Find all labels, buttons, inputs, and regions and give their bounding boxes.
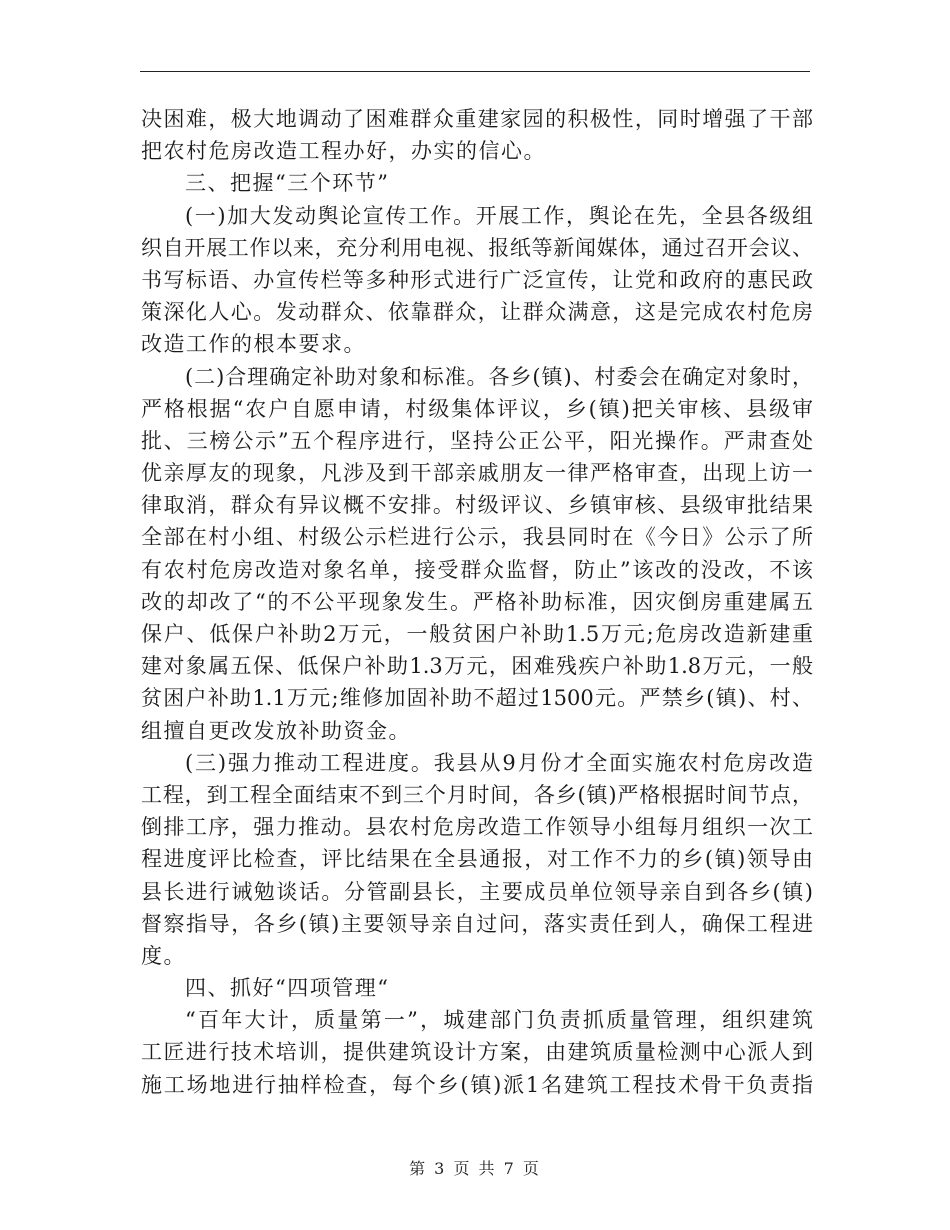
- text-line: (一)加大发动舆论宣传工作。开展工作，舆论在先，全县各级组: [185, 203, 813, 228]
- header-rule: [140, 71, 810, 72]
- text-line: 律取消，群众有异议概不安排。村级评议、乡镇审核、县级审批结果: [141, 493, 813, 518]
- text-line: (二)合理确定补助对象和标准。各乡(镇)、村委会在确定对象时，: [185, 364, 813, 389]
- text-line: 督察指导，各乡(镇)主要领导亲自过问，落实责任到人，确保工程进: [141, 911, 813, 936]
- text-line: 倒排工序，强力推动。县农村危房改造工作领导小组每月组织一次工: [141, 815, 813, 840]
- text-line: 施工场地进行抽样检查，每个乡(镇)派1名建筑工程技术骨干负责指: [141, 1072, 813, 1097]
- text-line: 策深化人心。发动群众、依靠群众，让群众满意，这是完成农村危房: [141, 300, 813, 325]
- text-line: 度。: [141, 943, 186, 968]
- text-line: 工程，到工程全面结束不到三个月时间，各乡(镇)严格根据时间节点，: [141, 782, 813, 807]
- text-line: 书写标语、办宣传栏等多种形式进行广泛宣传，让党和政府的惠民政: [141, 267, 813, 292]
- text-line: 建对象属五保、低保户补助1.3万元，困难残疾户补助1.8万元，一般: [141, 654, 813, 679]
- text-line: 四、抓好“四项管理“: [185, 976, 390, 1001]
- text-line: 程进度评比检查，评比结果在全县通报，对工作不力的乡(镇)领导由: [141, 847, 813, 872]
- text-line: 改造工作的根本要求。: [141, 332, 366, 357]
- text-line: 严格根据“农户自愿申请，村级集体评议，乡(镇)把关审核、县级审: [141, 396, 813, 421]
- text-line: “百年大计，质量第一”，城建部门负责抓质量管理，组织建筑: [185, 1008, 813, 1033]
- text-line: 改的却改了“的不公平现象发生。严格补助标准，因灾倒房重建属五: [141, 589, 813, 614]
- text-line: 把农村危房改造工程办好，办实的信心。: [141, 139, 546, 164]
- text-line: 保户、低保户补助2万元，一般贫困户补助1.5万元;危房改造新建重: [141, 622, 813, 646]
- page-number-footer: 第 3 页 共 7 页: [409, 1159, 541, 1178]
- text-line: 批、三榜公示”五个程序进行，坚持公正公平，阳光操作。严肃查处: [141, 428, 813, 453]
- text-line: 组擅自更改发放补助资金。: [141, 718, 411, 743]
- text-line: (三)强力推动工程进度。我县从9月份才全面实施农村危房改造: [185, 750, 813, 775]
- text-line: 优亲厚友的现象，凡涉及到干部亲戚朋友一律严格审查，出现上访一: [141, 461, 813, 486]
- text-line: 有农村危房改造对象名单，接受群众监督，防止”该改的没改，不该: [141, 557, 813, 582]
- text-line: 县长进行诫勉谈话。分管副县长，主要成员单位领导亲自到各乡(镇): [141, 879, 813, 904]
- text-line: 决困难，极大地调动了困难群众重建家园的积极性，同时增强了干部: [141, 107, 813, 131]
- text-line: 三、把握“三个环节”: [185, 171, 390, 196]
- text-line: 织自开展工作以来，充分利用电视、报纸等新闻媒体，通过召开会议、: [141, 235, 813, 260]
- document-body: [141, 103, 813, 1101]
- text-line: 工匠进行技术培训，提供建筑设计方案，由建筑质量检测中心派人到: [141, 1040, 813, 1065]
- text-line: 贫困户补助1.1万元;维修加固补助不超过1500元。严禁乡(镇)、村、: [141, 686, 813, 711]
- text-line: 全部在村小组、村级公示栏进行公示，我县同时在《今日》公示了所: [141, 525, 813, 550]
